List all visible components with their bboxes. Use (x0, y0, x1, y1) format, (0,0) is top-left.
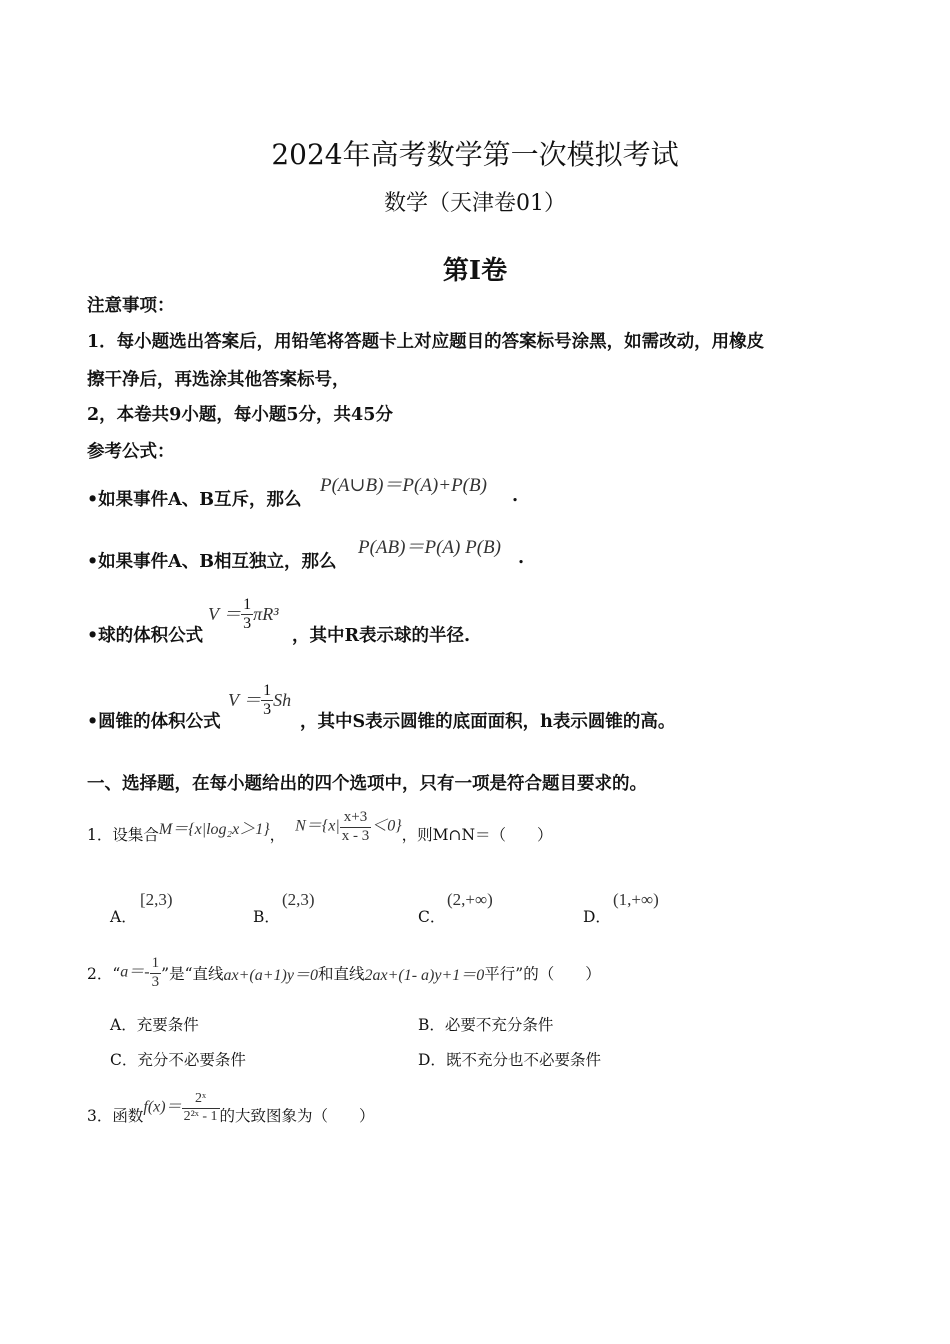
q2-line-1: ax+(a+1)y＝0 (223, 966, 318, 984)
q1-set-n-den: x - 3 (341, 827, 370, 844)
q2-option-c (110, 1048, 246, 1070)
q3-suffix: 的大致图象为（ ） (219, 1107, 375, 1125)
q2-option-d-label: D． (418, 1051, 446, 1069)
q1-set-n-num: x+3 (340, 809, 372, 827)
q1-option-c-label: C． (418, 908, 446, 926)
q2-option-a-value: 充要条件 (136, 1016, 199, 1034)
q1-set-m: M＝{x|log₂x＞1} (158, 820, 270, 838)
sphere-fraction-num: 1 (241, 596, 253, 615)
cone-volume-formula (228, 682, 291, 720)
sphere-volume-fraction (241, 596, 253, 634)
notice-item-1-line-2: 擦干净后，再选涂其他答案标号， (87, 370, 350, 390)
q2-a-lhs: a＝- (120, 963, 150, 981)
exam-subtitle: 数学（天津卷01） (384, 191, 566, 216)
q2-a-fraction (150, 955, 162, 991)
cone-volume-lhs: V ＝ (228, 689, 262, 710)
q1-option-d-label: D． (583, 908, 611, 926)
formula-1-expression: P(A∪B)＝P(A)+P(B) (320, 475, 487, 496)
q2-option-a-label: A． (110, 1016, 137, 1034)
sphere-volume-formula (208, 596, 279, 634)
formula-2-prefix: •如果事件A、B相互独立，那么 (87, 552, 337, 572)
q1-suffix: ，则M∩N＝（ ） (401, 826, 553, 844)
question-2 (87, 950, 601, 996)
q1-set-n-rhs: ＜0} (371, 817, 402, 835)
q3-function-lhs: f(x)＝ (143, 1098, 182, 1116)
q1-set-n (295, 809, 401, 845)
q2-suffix: 平行”的（ ） (484, 965, 601, 983)
q2-option-c-value: 充分不必要条件 (137, 1051, 246, 1069)
q1-separator: ， (269, 826, 286, 844)
q2-a-value (120, 955, 161, 991)
q3-function-fraction (182, 1091, 220, 1124)
q1-option-d-value: (1,+∞) (613, 890, 659, 909)
q2-option-b (418, 1013, 553, 1035)
q1-set-n-fraction (340, 809, 372, 845)
section-1-heading: 一、选择题，在每小题给出的四个选项中，只有一项是符合题目要求的。 (87, 774, 647, 794)
sphere-volume-rhs: πR³ (253, 603, 279, 624)
q1-option-b-value: (2,3) (282, 890, 315, 909)
q3-function (143, 1091, 219, 1124)
volume-heading: 第I卷 (442, 256, 508, 286)
formula-3-suffix: ，其中R表示球的半径. (292, 626, 471, 646)
formula-3-prefix: •球的体积公式 (87, 626, 204, 646)
formula-2-suffix: . (518, 548, 525, 568)
q3-function-num: 2ˣ (182, 1091, 220, 1108)
q2-option-b-value: 必要不充分条件 (444, 1016, 554, 1034)
q2-option-c-label: C． (110, 1051, 138, 1069)
formula-2-expression: P(AB)＝P(A) P(B) (358, 537, 501, 558)
cone-fraction-num: 1 (261, 682, 273, 701)
q2-option-b-label: B． (418, 1016, 445, 1034)
formula-4-prefix: •圆锥的体积公式 (87, 712, 221, 732)
q2-mid-1: ”是“直线 (161, 965, 224, 983)
cone-fraction-den: 3 (263, 701, 272, 719)
q2-a-den: 3 (151, 973, 160, 990)
cone-volume-rhs: Sh (273, 689, 292, 710)
formula-1-prefix: •如果事件A、B互斥，那么 (87, 490, 302, 510)
q2-option-a (110, 1013, 199, 1035)
notice-item-1-line-1: 1．每小题选出答案后，用铅笔将答题卡上对应题目的答案标号涂黑，如需改动，用橡皮 (87, 332, 765, 352)
sphere-volume-lhs: V ＝ (208, 603, 242, 624)
q1-set-n-lhs: N＝{x| (295, 817, 340, 835)
q3-function-den: 2²ˣ - 1 (183, 1108, 218, 1124)
q1-prefix: 1．设集合 (87, 826, 159, 844)
q2-option-d (418, 1048, 601, 1070)
q2-line-2: 2ax+(1- a)y+1＝0 (364, 966, 485, 984)
sphere-fraction-den: 3 (243, 615, 252, 633)
q2-a-num: 1 (150, 955, 162, 973)
notice-item-2: 2，本卷共9小题，每小题5分，共45分 (87, 405, 393, 425)
q2-option-d-value: 既不充分也不必要条件 (445, 1051, 601, 1069)
formulas-heading: 参考公式： (87, 442, 175, 462)
q1-option-a-label: A． (110, 908, 137, 926)
cone-volume-fraction (261, 682, 273, 720)
exam-title: 2024年高考数学第一次模拟考试 (271, 138, 679, 171)
q3-prefix: 3．函数 (87, 1107, 144, 1125)
q2-mid-2: 和直线 (317, 965, 365, 983)
formula-4-suffix: ，其中S表示圆锥的底面面积，h表示圆锥的高。 (300, 712, 676, 732)
formula-1-suffix: . (512, 486, 519, 506)
q1-option-c-value: (2,+∞) (447, 890, 493, 909)
q1-option-b-label: B． (253, 908, 280, 926)
question-1 (87, 804, 553, 864)
q2-prefix: 2．“ (87, 965, 121, 983)
notice-heading: 注意事项： (87, 296, 175, 316)
q1-option-a-value: [2,3) (140, 890, 173, 909)
question-3 (87, 1082, 375, 1134)
